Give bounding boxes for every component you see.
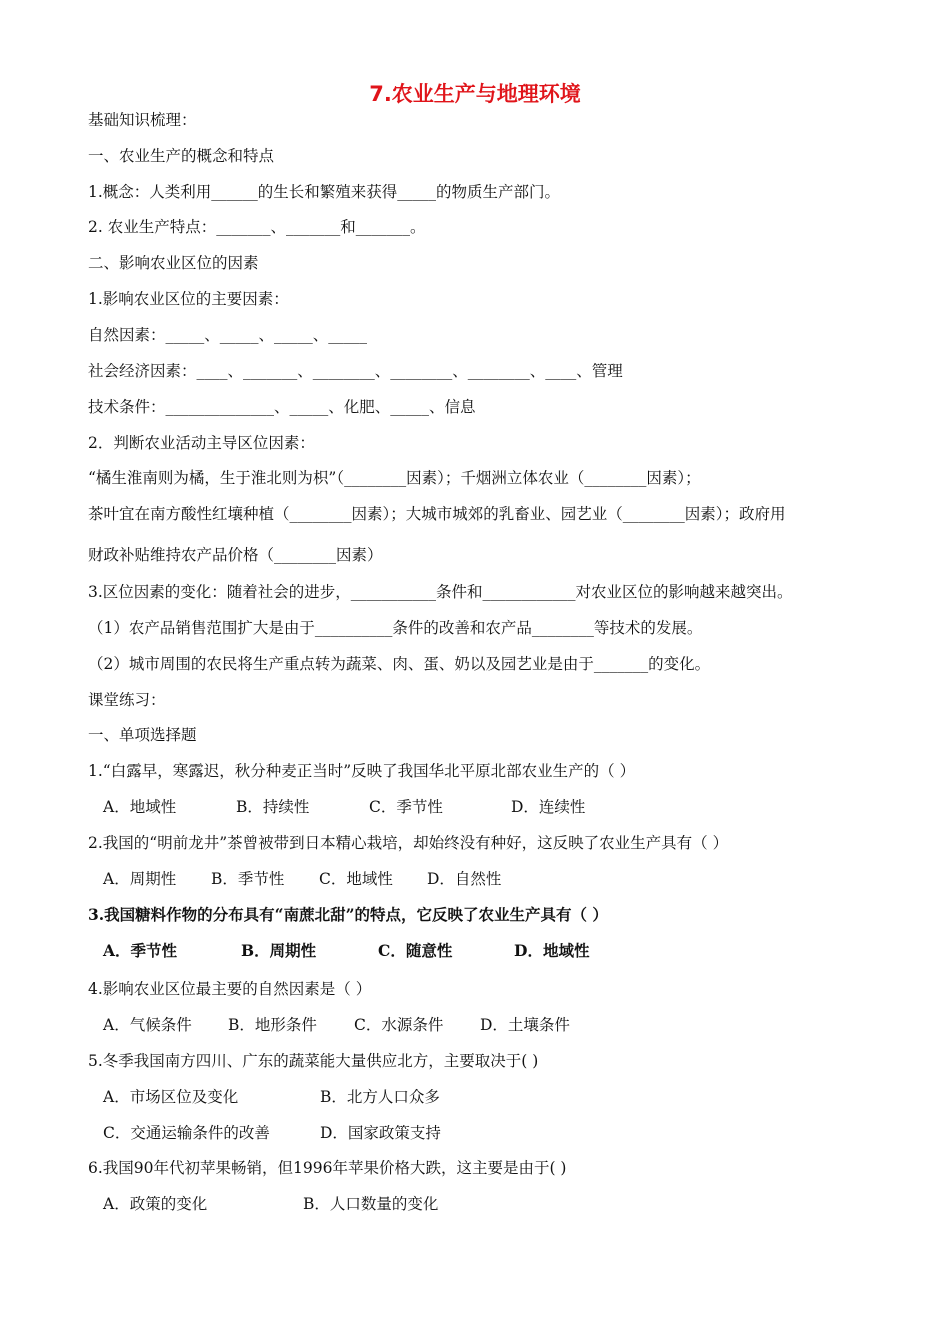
question-6: 6.我国90年代初苹果畅销，但1996年苹果价格大跌，这主要是由于( ) xyxy=(88,1159,567,1177)
fill-concept: 1.概念：人类利用______的生长和繁殖来获得_____的物质生产部门。 xyxy=(88,183,561,201)
question-4-options xyxy=(103,1013,570,1035)
question-1: 1.“白露早，寒露迟，秋分种麦正当时”反映了我国华北平原北部农业生产的（ ） xyxy=(88,762,636,780)
option: D．连续性 xyxy=(511,798,586,816)
section-heading-practice: 课堂练习： xyxy=(88,691,166,709)
fill-dominant-factor-1: “橘生淮南则为橘，生于淮北则为枳”（________因素）；千烟洲立体农业（________因素）； xyxy=(88,469,701,487)
page-title: 7.农业生产与地理环境 xyxy=(369,82,581,106)
option: A．地域性 xyxy=(103,798,177,816)
option: A．季节性 xyxy=(103,941,178,960)
fill-features: 2. 农业生产特点：_______、_______和_______。 xyxy=(88,218,426,236)
fill-dominant-factor-3: 财政补贴维持农产品价格（________因素） xyxy=(88,546,383,564)
question-3-options xyxy=(103,939,589,961)
question-1-options xyxy=(103,795,585,817)
question-5-options-row-1 xyxy=(103,1085,440,1107)
heading-concept-features: 一、农业生产的概念和特点 xyxy=(88,147,275,165)
heading-location-factors: 二、影响农业区位的因素 xyxy=(88,254,259,272)
option: B．周期性 xyxy=(241,941,317,960)
option: D．地域性 xyxy=(514,941,590,960)
fill-suburban-production: （2）城市周围的农民将生产重点转为蔬菜、肉、蛋、奶以及园艺业是由于_______的变化。 xyxy=(88,655,711,673)
question-3: 3.我国糖料作物的分布具有“南蔗北甜”的特点，它反映了农业生产具有（ ） xyxy=(88,905,608,924)
option: D．土壤条件 xyxy=(480,1016,570,1034)
option: B．季节性 xyxy=(211,870,285,888)
option: B．人口数量的变化 xyxy=(303,1195,439,1213)
option: A．周期性 xyxy=(103,870,177,888)
fill-technical-factors: 技术条件：______________、_____、化肥、_____、信息 xyxy=(88,398,476,416)
option: A．市场区位及变化 xyxy=(103,1088,239,1106)
question-2-options xyxy=(103,867,501,889)
option: B．地形条件 xyxy=(228,1016,317,1034)
option: C．地域性 xyxy=(319,870,393,888)
option: B．北方人口众多 xyxy=(320,1088,440,1106)
question-6-options xyxy=(103,1192,438,1214)
option: B．持续性 xyxy=(236,798,310,816)
option: D．国家政策支持 xyxy=(320,1124,441,1142)
fill-dominant-factor-2: 茶叶宜在南方酸性红壤种植（________因素）；大城市城郊的乳畜业、园艺业（________因素）；政府用 xyxy=(88,505,786,523)
heading-single-choice: 一、单项选择题 xyxy=(88,726,197,744)
fill-sales-range: （1）农产品销售范围扩大是由于__________条件的改善和农产品________等技术的发展。 xyxy=(88,619,703,637)
option: A．政策的变化 xyxy=(103,1195,208,1213)
subheading-dominant-factor: 2．判断农业活动主导区位因素： xyxy=(88,434,315,452)
option: C．水源条件 xyxy=(354,1016,444,1034)
section-heading-basics: 基础知识梳理： xyxy=(88,111,197,129)
option: D．自然性 xyxy=(427,870,502,888)
option: C．季节性 xyxy=(369,798,443,816)
option: A．气候条件 xyxy=(103,1016,192,1034)
option: C．随意性 xyxy=(378,941,453,960)
question-2: 2.我国的“明前龙井”茶曾被带到日本精心栽培，却始终没有种好，这反映了农业生产具有（ ） xyxy=(88,834,729,852)
option: C．交通运输条件的改善 xyxy=(103,1124,270,1142)
question-5: 5.冬季我国南方四川、广东的蔬菜能大量供应北方，主要取决于( ) xyxy=(88,1052,539,1070)
question-4: 4.影响农业区位最主要的自然因素是（ ） xyxy=(88,980,372,998)
fill-socioeconomic-factors: 社会经济因素：____、_______、________、________、________、____、管理 xyxy=(88,362,623,380)
subheading-main-factors: 1.影响农业区位的主要因素： xyxy=(88,290,289,308)
question-5-options-row-2 xyxy=(103,1121,441,1143)
fill-factor-change: 3.区位因素的变化：随着社会的进步，___________条件和____________对农业区位的影响越来越突出。 xyxy=(88,583,793,601)
fill-natural-factors: 自然因素：_____、_____、_____、_____ xyxy=(88,326,368,344)
